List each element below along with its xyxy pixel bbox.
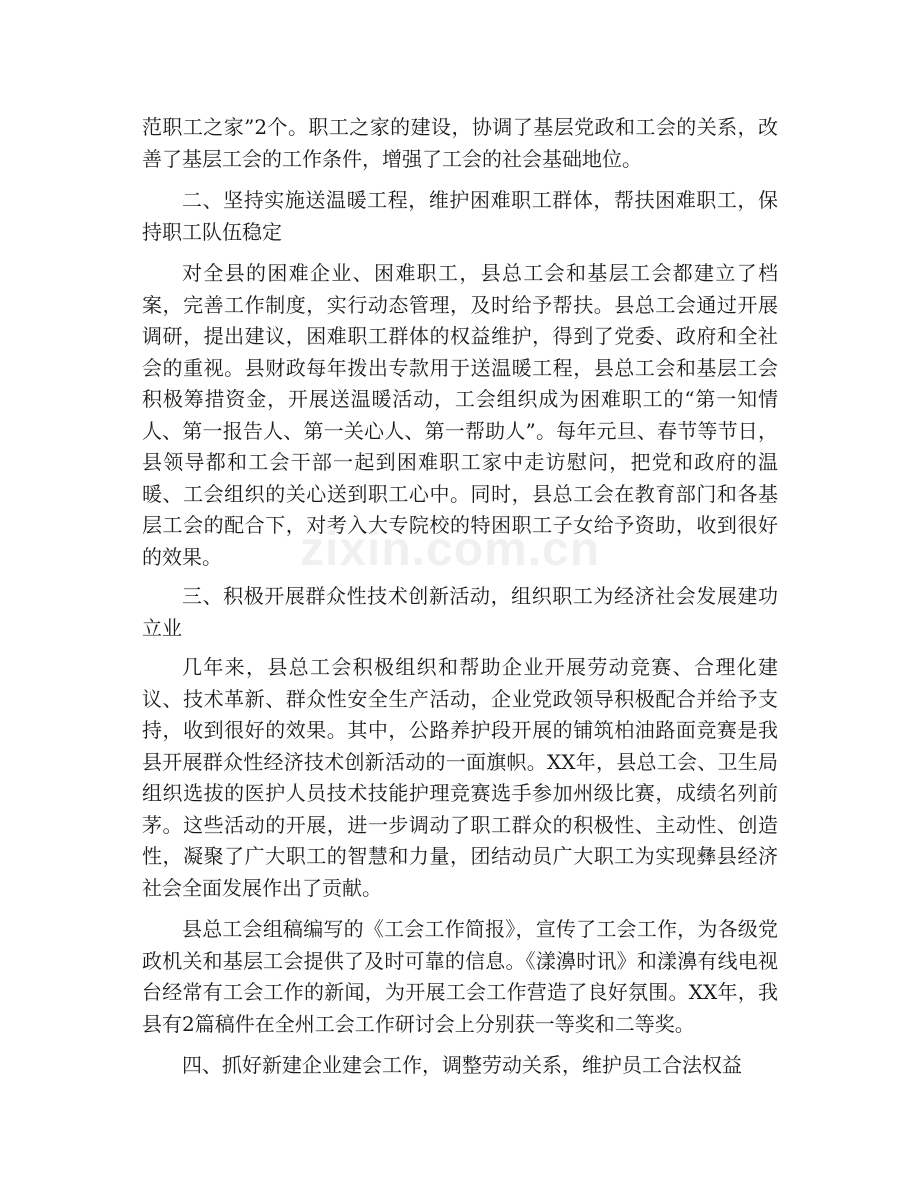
paragraph-innovation: 几年来，县总工会积极组织和帮助企业开展劳动竞赛、合理化建议、技术革新、群众性安全生产活动，企业党政领导积极配合并给予支持，收到很好的效果。其中，公路养护段开展的铺筑柏油路面竞赛是我县开展群众性经济技术创新活动的一面旗帜。XX年，县总工会、卫生局组织选拔的医护人员技术技能护理竞赛选手参加州级比赛，成绩名列前茅。这些活动的开展，进一步调动了职工群众的积极性、主动性、创造性，凝聚了广大职工的智慧和力量，团结动员广大职工为实现彝县经济社会全面发展作出了贡献。	[142, 655, 778, 900]
document-body	[142, 112, 778, 1082]
section-heading-4: 四、抓好新建企业建会工作，调整劳动关系，维护员工合法权益	[182, 1053, 742, 1077]
paragraph-continuation: 范职工之家”2个。职工之家的建设，协调了基层党政和工会的关系，改善了基层工会的工作条件，增强了工会的社会基础地位。	[142, 115, 778, 171]
section-heading-2: 二、坚持实施送温暖工程，维护困难职工群体，帮扶困难职工，保持职工队伍稳定	[142, 188, 778, 244]
paragraph-support-workers: 对全县的困难企业、困难职工，县总工会和基层工会都建立了档案，完善工作制度，实行动态管理，及时给予帮扶。县总工会通过开展调研，提出建议，困难职工群体的权益维护，得到了党委、政府和全社会的重视。县财政每年拨出专款用于送温暖工程，县总工会和基层工会积极筹措资金，开展送温暖活动，工会组织成为困难职工的“第一知情人、第一报告人、第一关心人、第一帮助人”。每年元旦、春节等节日，县领导都和工会干部一起到困难职工家中走访慰问，把党和政府的温暖、工会组织的关心送到职工心中。同时，县总工会在教育部门和各基层工会的配合下，对考入大专院校的特困职工子女给予资助，收到很好的效果。	[142, 261, 778, 569]
paragraph-briefing: 县总工会组稿编写的《工会工作简报》，宣传了工会工作，为各级党政机关和基层工会提供了及时可靠的信息。《漾濞时讯》和漾濞有线电视台经常有工会工作的新闻，为开展工会工作营造了良好氛围。XX年，我县有2篇稿件在全州工会工作研讨会上分别获一等奖和二等奖。	[142, 917, 778, 1036]
watermark: zixin.com.cn	[300, 523, 601, 576]
section-heading-3: 三、积极开展群众性技术创新活动，组织职工为经济社会发展建功立业	[142, 584, 778, 640]
